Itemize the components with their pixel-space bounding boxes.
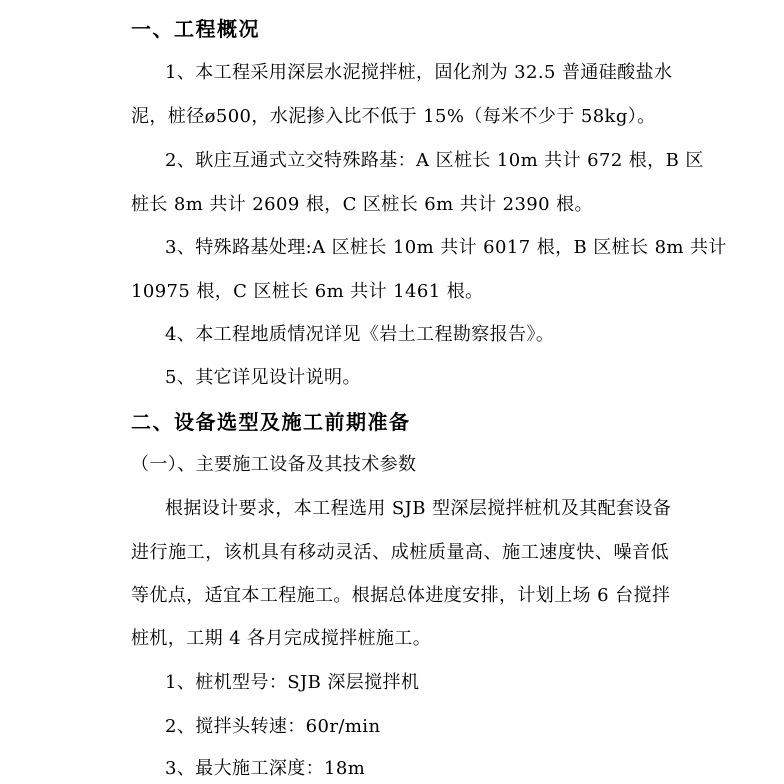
paragraph-line-3: 等优点，适宜本工程施工。根据总体进度安排，计划上场 6 台搅拌 xyxy=(131,585,671,606)
item-5: 5、其它详见设计说明。 xyxy=(165,367,361,388)
item-3-line-1: 3、特殊路基处理:A 区桩长 10m 共计 6017 根，B 区桩长 8m 共计 xyxy=(165,237,727,258)
section-2-heading: 二、设备选型及施工前期准备 xyxy=(131,410,411,434)
item-2-line-1: 2、耿庄互通式立交特殊路基：A 区桩长 10m 共计 672 根，B 区 xyxy=(165,150,704,171)
item-2-line-2: 桩长 8m 共计 2609 根，C 区桩长 6m 共计 2390 根。 xyxy=(131,194,593,215)
spec-model: 1、桩机型号：SJB 深层搅拌机 xyxy=(165,672,420,693)
item-4: 4、本工程地质情况详见《岩土工程勘察报告》。 xyxy=(165,324,555,345)
item-1-line-2: 泥，桩径ø500，水泥掺入比不低于 15%（每米不少于 58kg）。 xyxy=(131,106,656,127)
paragraph-line-4: 桩机，工期 4 各月完成搅拌桩施工。 xyxy=(131,628,432,649)
spec-max-depth: 3、最大施工深度：18m xyxy=(165,758,366,779)
paragraph-line-1: 根据设计要求，本工程选用 SJB 型深层搅拌桩机及其配套设备 xyxy=(165,498,672,519)
subsection-heading: （一）、主要施工设备及其技术参数 xyxy=(131,454,417,475)
spec-rotation-speed: 2、搅拌头转速：60r/min xyxy=(165,716,381,737)
item-3-line-2: 10975 根，C 区桩长 6m 共计 1461 根。 xyxy=(131,281,484,302)
section-1-heading: 一、工程概况 xyxy=(131,17,260,41)
paragraph-line-2: 进行施工，该机具有移动灵活、成桩质量高、施工速度快、噪音低 xyxy=(131,542,669,563)
item-1-line-1: 1、本工程采用深层水泥搅拌桩，固化剂为 32.5 普通硅酸盐水 xyxy=(165,62,673,83)
